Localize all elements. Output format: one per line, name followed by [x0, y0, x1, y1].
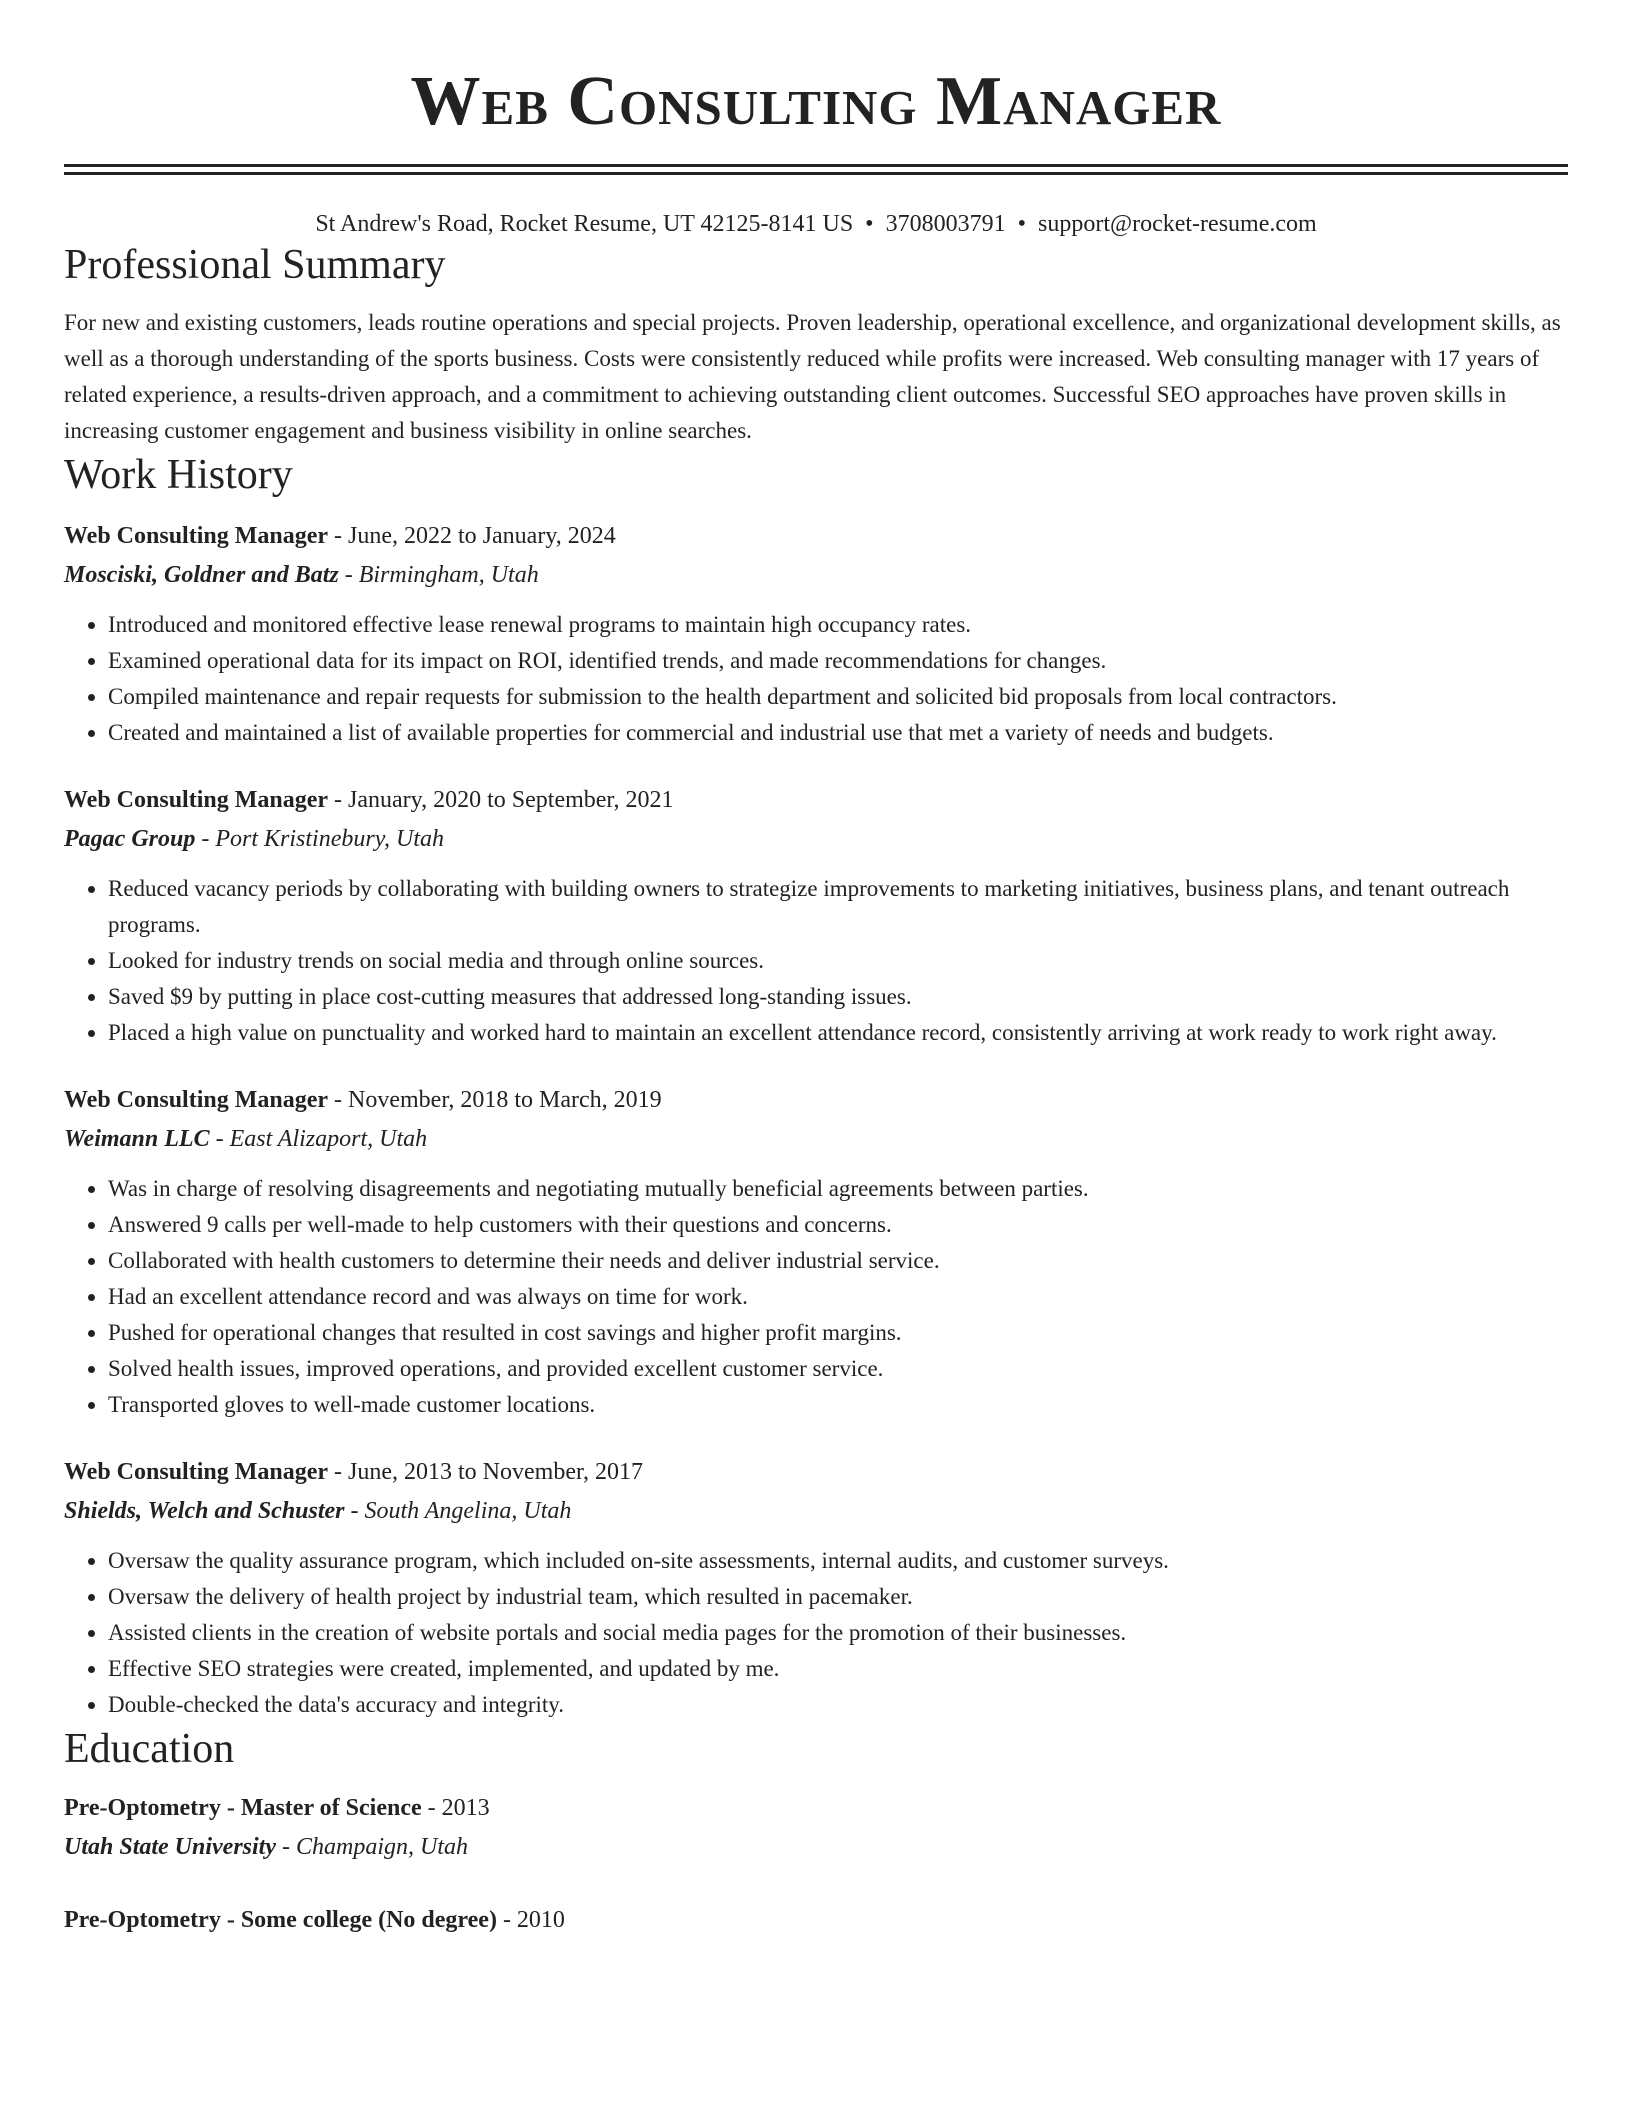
job-bullet-list	[64, 871, 1568, 1051]
job-location: - East Alizaport, Utah	[209, 1126, 428, 1152]
job-company: Shields, Welch and Schuster	[64, 1498, 345, 1524]
job-bullet: • Pushed for operational changes that resulted in cost savings and higher profit margins.	[108, 1315, 1568, 1351]
job-bullet-list	[64, 1543, 1568, 1723]
header-double-rule	[64, 164, 1568, 175]
education-degree-line	[64, 1901, 1568, 1939]
job-bullet: • Collaborated with health customers to determine their needs and deliver industrial service.	[108, 1243, 1568, 1279]
summary-heading: Professional Summary	[64, 242, 446, 288]
job-bullet: • Assisted clients in the creation of website portals and social media pages for the promotion of their businesses.	[108, 1615, 1568, 1651]
job-bullet: • Introduced and monitored effective lease renewal programs to maintain high occupancy rates.	[108, 607, 1568, 643]
job-bullet: • Oversaw the delivery of health project by industrial team, which resulted in pacemaker.	[108, 1579, 1568, 1615]
job-company: Pagac Group	[64, 826, 196, 852]
job-entry	[64, 1081, 1568, 1423]
resume-page	[64, 0, 1568, 1939]
education-entry	[64, 1789, 1568, 1867]
job-bullet: • Effective SEO strategies were created, implemented, and updated by me.	[108, 1651, 1568, 1687]
job-bullet: • Examined operational data for its impact on ROI, identified trends, and made recommendations for changes.	[108, 643, 1568, 679]
job-title-line	[64, 517, 1568, 555]
contact-email: support@rocket-resume.com	[1037, 211, 1317, 237]
job-bullet: • Reduced vacancy periods by collaborating with building owners to strategize improvements to marketing initiatives, business plans, and tenant outreach programs.	[108, 871, 1568, 943]
job-company-line	[64, 555, 1568, 595]
contact-line	[64, 209, 1568, 239]
job-bullet: • Double-checked the data's accuracy and integrity.	[108, 1687, 1568, 1723]
job-bullet: • Compiled maintenance and repair requests for submission to the health department and solicited bid proposals from local contractors.	[108, 679, 1568, 715]
job-entry	[64, 781, 1568, 1051]
job-bullet: • Oversaw the quality assurance program, which included on-site assessments, internal audits, and customer surveys.	[108, 1543, 1568, 1579]
job-bullet: • Saved $9 by putting in place cost-cutting measures that addressed long-standing issues.	[108, 979, 1568, 1015]
education-degree: Pre-Optometry - Master of Science	[64, 1795, 422, 1821]
job-dates: - June, 2013 to November, 2017	[328, 1459, 644, 1485]
job-dates: - June, 2022 to January, 2024	[328, 523, 616, 549]
job-dates: - January, 2020 to September, 2021	[328, 787, 674, 813]
education-school-line	[64, 1827, 1568, 1867]
job-company-line	[64, 1119, 1568, 1159]
education-entry	[64, 1901, 1568, 1939]
job-bullet: • Transported gloves to well-made customer locations.	[108, 1387, 1568, 1423]
contact-separator: •	[865, 211, 874, 237]
job-role: Web Consulting Manager	[64, 1459, 329, 1485]
job-title-line	[64, 781, 1568, 819]
job-location: - Birmingham, Utah	[338, 562, 539, 588]
contact-address: St Andrew's Road, Rocket Resume, UT 42125-8141 US	[315, 211, 854, 237]
education-degree-line	[64, 1789, 1568, 1827]
job-bullet: • Solved health issues, improved operations, and provided excellent customer service.	[108, 1351, 1568, 1387]
education-location: - Champaign, Utah	[276, 1834, 469, 1860]
job-role: Web Consulting Manager	[64, 1087, 329, 1113]
job-company-line	[64, 1491, 1568, 1531]
resume-name-heading: Web Consulting Manager	[410, 63, 1222, 140]
job-bullet-list	[64, 607, 1568, 751]
job-company-line	[64, 819, 1568, 859]
education-year: - 2010	[496, 1907, 565, 1933]
contact-phone: 3708003791	[885, 211, 1006, 237]
job-location: - South Angelina, Utah	[344, 1498, 572, 1524]
job-bullet: • Placed a high value on punctuality and worked hard to maintain an excellent attendance record, consistently arriving at work ready to work right away.	[108, 1015, 1568, 1051]
contact-separator: •	[1017, 211, 1026, 237]
education-heading: Education	[64, 1726, 235, 1772]
job-bullet-list	[64, 1171, 1568, 1423]
job-dates: - November, 2018 to March, 2019	[328, 1087, 662, 1113]
education-year: - 2013	[421, 1795, 490, 1821]
job-location: - Port Kristinebury, Utah	[195, 826, 445, 852]
job-entry	[64, 1453, 1568, 1723]
job-company: Weimann LLC	[64, 1126, 210, 1152]
education-school: Utah State University	[64, 1834, 277, 1860]
summary-text: For new and existing customers, leads routine operations and special projects. Proven leadership, operational excellence, and organizational development skills, as well as a thorough understanding of the sports business. Costs were consistently reduced while profits were increased. Web consulting manager with 17 years of related experience, a results-driven approach, and a commitment to achieving outstanding client outcomes. Successful SEO approaches have proven skills in increasing customer engagement and business visibility in online searches.	[64, 310, 1561, 443]
job-title-line	[64, 1453, 1568, 1491]
job-bullet: • Had an excellent attendance record and was always on time for work.	[108, 1279, 1568, 1315]
job-bullet: • Created and maintained a list of available properties for commercial and industrial use that met a variety of needs and budgets.	[108, 715, 1568, 751]
job-bullet: • Was in charge of resolving disagreements and negotiating mutually beneficial agreements between parties.	[108, 1171, 1568, 1207]
job-bullet: • Answered 9 calls per well-made to help customers with their questions and concerns.	[108, 1207, 1568, 1243]
job-bullet: • Looked for industry trends on social media and through online sources.	[108, 943, 1568, 979]
job-title-line	[64, 1081, 1568, 1119]
job-role: Web Consulting Manager	[64, 787, 329, 813]
job-company: Mosciski, Goldner and Batz	[64, 562, 339, 588]
job-entry	[64, 517, 1568, 751]
work-history-heading: Work History	[64, 452, 293, 498]
education-degree: Pre-Optometry - Some college (No degree)	[64, 1907, 497, 1933]
job-role: Web Consulting Manager	[64, 523, 329, 549]
